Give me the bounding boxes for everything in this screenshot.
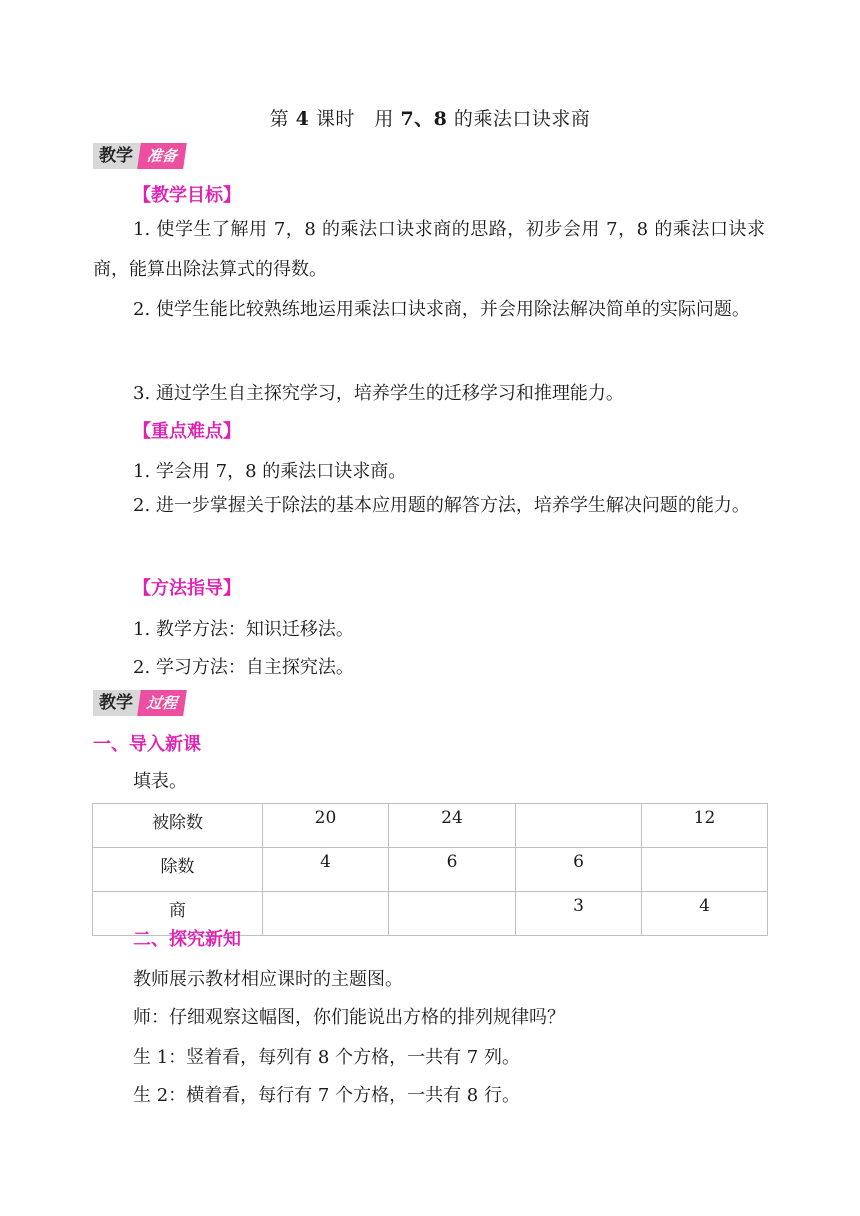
part2-line-4: 生 2：横着看，每行有 7 个方格，一共有 8 行。 — [133, 1085, 520, 1106]
table-cell: 6 — [516, 848, 642, 892]
table-cell[interactable] — [516, 804, 642, 848]
goal-item-2: 2. 使学生能比较熟练地运用乘法口诀求商，并会用除法解决简单的实际问题。 — [133, 299, 750, 320]
table-cell: 6 — [389, 848, 516, 892]
part1-heading: 一、导入新课 — [93, 734, 201, 755]
method-item-2: 2. 学习方法：自主探究法。 — [133, 657, 354, 678]
part2-line-1: 教师展示教材相应课时的主题图。 — [133, 969, 403, 990]
badge-right-text: 准备 — [137, 143, 187, 169]
focus-heading: 【重点难点】 — [133, 421, 241, 442]
part2-line-3: 生 1：竖着看，每列有 8 个方格，一共有 7 列。 — [133, 1047, 520, 1068]
row-header-quotient: 商 — [93, 892, 263, 936]
table-cell[interactable] — [389, 892, 516, 936]
teaching-process-badge — [93, 690, 185, 716]
lesson-title — [0, 104, 860, 131]
table-row — [93, 804, 768, 848]
badge-left-text: 教学 — [93, 143, 141, 169]
table-cell[interactable] — [263, 892, 389, 936]
table-cell: 12 — [642, 804, 768, 848]
badge-right-text: 过程 — [137, 690, 187, 716]
title-prefix: 第 — [269, 108, 296, 130]
part2-line-2: 师：仔细观察这幅图，你们能说出方格的排列规律吗？ — [133, 1007, 565, 1028]
goals-heading: 【教学目标】 — [133, 185, 241, 206]
goal-item-3: 3. 通过学生自主探究学习，培养学生的迁移学习和推理能力。 — [133, 383, 624, 404]
row-header-dividend: 被除数 — [93, 804, 263, 848]
badge-left-text: 教学 — [93, 690, 141, 716]
focus-item-1: 1. 学会用 7，8 的乘法口诀求商。 — [133, 461, 407, 482]
method-item-1: 1. 教学方法：知识迁移法。 — [133, 619, 354, 640]
method-heading: 【方法指导】 — [133, 578, 241, 599]
table-cell: 20 — [263, 804, 389, 848]
part1-intro: 填表。 — [133, 771, 187, 792]
table-cell[interactable] — [642, 848, 768, 892]
row-header-divisor: 除数 — [93, 848, 263, 892]
title-middle: 课时 用 — [309, 108, 401, 130]
table-row — [93, 848, 768, 892]
fill-in-table — [92, 803, 768, 936]
table-cell: 3 — [516, 892, 642, 936]
title-numbers: 7、8 — [400, 108, 448, 130]
table-cell: 4 — [263, 848, 389, 892]
part2-heading: 二、探究新知 — [133, 929, 241, 950]
table-cell: 24 — [389, 804, 516, 848]
title-suffix: 的乘法口诀求商 — [447, 108, 591, 130]
table-cell: 4 — [642, 892, 768, 936]
teaching-prep-badge — [93, 143, 185, 169]
goal-item-1: 1. 使学生了解用 7，8 的乘法口诀求商的思路，初步会用 7，8 的乘法口诀求商，能算出除法算式的得数。 — [93, 219, 765, 280]
focus-item-2: 2. 进一步掌握关于除法的基本应用题的解答方法，培养学生解决问题的能力。 — [133, 495, 750, 516]
lesson-number: 4 — [295, 108, 310, 130]
